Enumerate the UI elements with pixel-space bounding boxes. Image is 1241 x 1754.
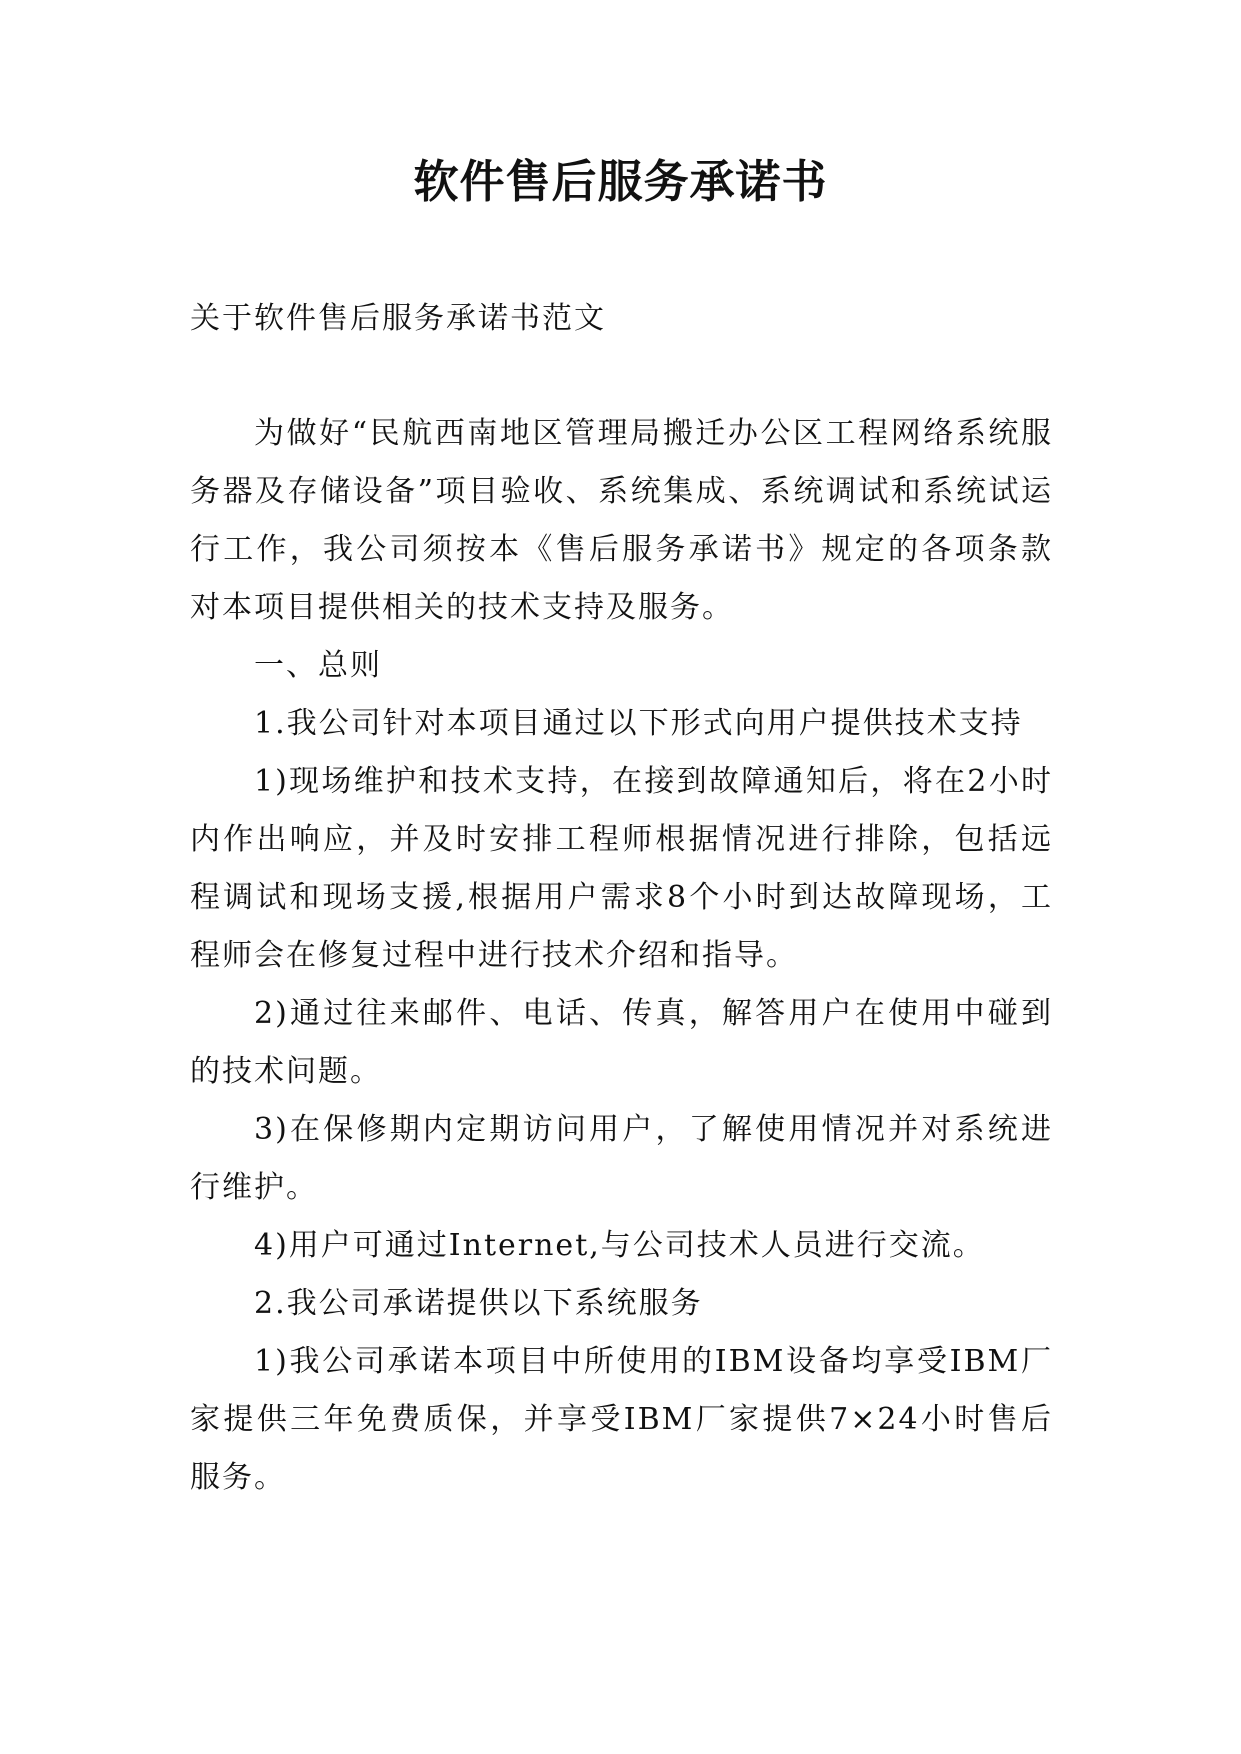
clause-1-heading: 1.我公司针对本项目通过以下形式向用户提供技术支持 [254, 706, 1023, 741]
intro-paragraph: 为做好“民航西南地区管理局搬迁办公区工程网络系统服务器及存储设备”项目验收、系统集成、系统调试和系统试运行工作，我公司须按本《售后服务承诺书》规定的各项条款对本项目提供相关的技术支持及服务。 [190, 416, 1053, 625]
document-subtitle: 关于软件售后服务承诺书范文 [190, 301, 606, 336]
section-heading-general: 一、总则 [254, 648, 382, 683]
clause-2-item-1: 1)我公司承诺本项目中所使用的IBM设备均享受IBM厂家提供三年免费质保，并享受IBM厂家提供7×24小时售后服务。 [190, 1344, 1053, 1495]
clause-2-heading: 2.我公司承诺提供以下系统服务 [254, 1286, 703, 1321]
clause-1-item-2: 2)通过往来邮件、电话、传真，解答用户在使用中碰到的技术问题。 [190, 996, 1053, 1089]
clause-1-item-4: 4)用户可通过Internet,与公司技术人员进行交流。 [254, 1228, 985, 1263]
clause-1-item-1: 1)现场维护和技术支持，在接到故障通知后，将在2小时内作出响应，并及时安排工程师根据情况进行排除，包括远程调试和现场支援,根据用户需求8个小时到达故障现场，工程师会在修复过程中进行技术介绍和指导。 [190, 764, 1053, 973]
document-body [190, 405, 1053, 1507]
clause-1-item-3: 3)在保修期内定期访问用户，了解使用情况并对系统进行维护。 [190, 1112, 1053, 1205]
document-title: 软件售后服务承诺书 [413, 155, 828, 208]
